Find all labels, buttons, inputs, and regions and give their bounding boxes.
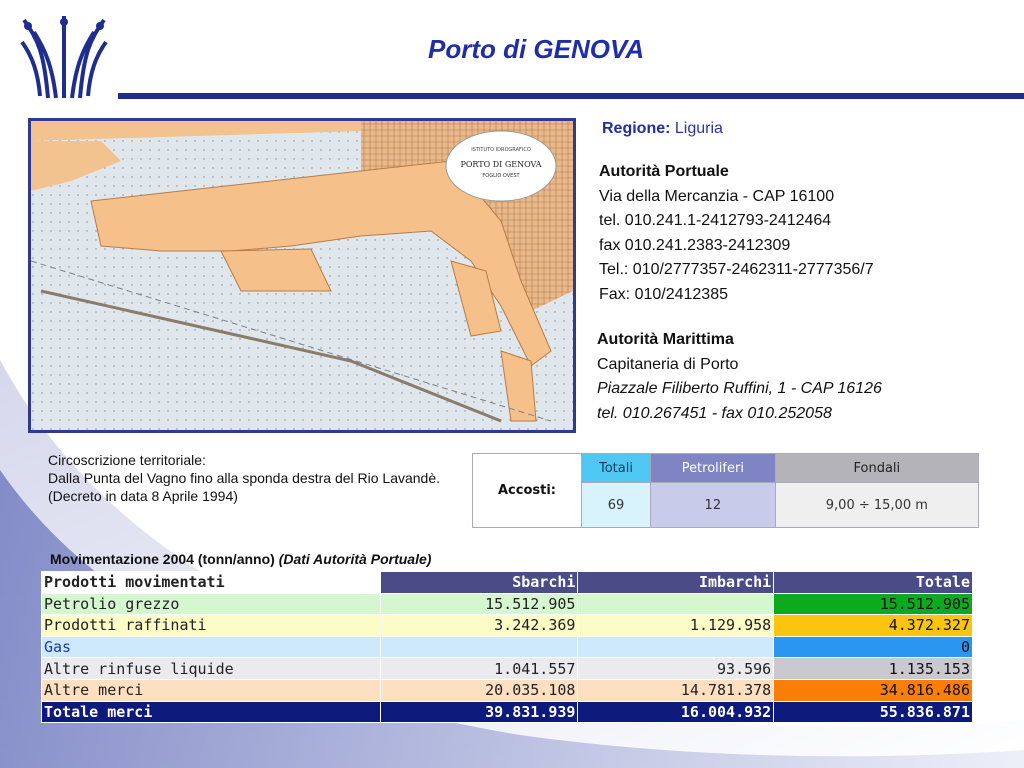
accosti-header-fondali: Fondali [775,454,978,483]
cell-imbarchi: 14.781.378 [578,679,774,701]
cell-totale: 34.816.486 [774,679,973,701]
table-row [42,636,973,658]
ap-line: Fax: 010/2412385 [599,285,728,303]
cell-imbarchi: 1.129.958 [578,615,774,637]
cell-product: Altre merci [42,679,381,701]
ap-line: tel. 010.241.1-2412793-2412464 [599,212,832,229]
accosti-value-petroliferi: 12 [650,483,775,528]
cell-total-totale: 55.836.871 [774,701,973,723]
cell-total-label: Totale merci [42,701,381,723]
header-rule [118,93,1024,99]
cell-sbarchi: 1.041.557 [380,658,578,680]
accosti-table [472,453,979,528]
regione-label: Regione: [602,120,671,137]
autorita-portuale [599,160,874,307]
cell-imbarchi: 93.596 [578,658,774,680]
autorita-marittima-heading: Autorità Marittima [597,331,734,348]
cell-sbarchi [380,636,578,658]
circo-line: Circoscrizione territoriale: [48,452,206,468]
table-row [42,658,973,680]
cell-totale: 0 [774,636,973,658]
autorita-portuale-heading: Autorità Portuale [599,163,729,180]
svg-text:ISTITUTO IDROGRAFICO: ISTITUTO IDROGRAFICO [471,147,531,153]
header-prodotti: Prodotti movimentati [42,572,381,594]
table-row [42,679,973,701]
circoscrizione-text [48,451,458,505]
cell-imbarchi [578,593,774,615]
ap-line: Via della Mercanzia - CAP 16100 [599,187,835,205]
accosti-label: Accosti: [473,454,582,528]
header-imbarchi: Imbarchi [578,572,774,594]
table-header-row [42,572,973,594]
header-sbarchi: Sbarchi [380,572,578,594]
cell-sbarchi: 15.512.905 [380,593,578,615]
port-map [28,118,576,433]
table-row [42,593,973,615]
autorita-marittima [597,328,882,426]
cell-product: Prodotti raffinati [42,615,381,637]
map-sublabel: FOGLIO OVEST [482,173,520,179]
movimentazione-title-text: Movimentazione 2004 (tonn/anno) [50,551,275,567]
table-total-row [42,701,973,723]
movimentazione-table [41,571,973,723]
am-address: Piazzale Filiberto Ruffini, 1 - CAP 16126 [597,380,882,397]
accosti-header-petroliferi: Petroliferi [650,454,775,483]
header-totale: Totale [774,572,973,594]
ap-line: Tel.: 010/2777357-2462311-2777356/7 [599,261,874,278]
cell-totale: 4.372.327 [774,615,973,637]
regione-value: Liguria [674,120,723,137]
accosti-value-fondali: 9,00 ÷ 15,00 m [775,483,978,528]
circo-line: Dalla Punta del Vagno fino alla sponda destra del Rio Lavandè. [48,470,441,486]
regione-line [602,120,723,138]
cell-totale: 1.135.153 [774,658,973,680]
am-line: Capitaneria di Porto [597,355,739,373]
am-contacts: tel. 010.267451 - fax 010.252058 [597,404,832,422]
ap-line: fax 010.241.2383-2412309 [599,236,791,254]
cell-product: Gas [42,636,381,658]
cell-product: Altre rinfuse liquide [42,658,381,680]
port-map-chart [31,121,573,430]
table-row [42,615,973,637]
movimentazione-source: (Dati Autorità Portuale) [278,551,432,567]
map-label: PORTO DI GENOVA [460,160,542,169]
cell-sbarchi: 20.035.108 [380,679,578,701]
circo-line: (Decreto in data 8 Aprile 1994) [48,488,238,504]
cell-totale: 15.512.905 [774,593,973,615]
cell-product: Petrolio grezzo [42,593,381,615]
cell-sbarchi: 3.242.369 [380,615,578,637]
confindustria-logo-icon [18,12,110,102]
cell-imbarchi [578,636,774,658]
accosti-value-totali: 69 [582,483,651,528]
cell-total-imbarchi: 16.004.932 [578,701,774,723]
accosti-header-totali: Totali [582,454,651,483]
cell-total-sbarchi: 39.831.939 [380,701,578,723]
page-title: Porto di GENOVA [428,34,645,64]
movimentazione-title [50,551,431,567]
